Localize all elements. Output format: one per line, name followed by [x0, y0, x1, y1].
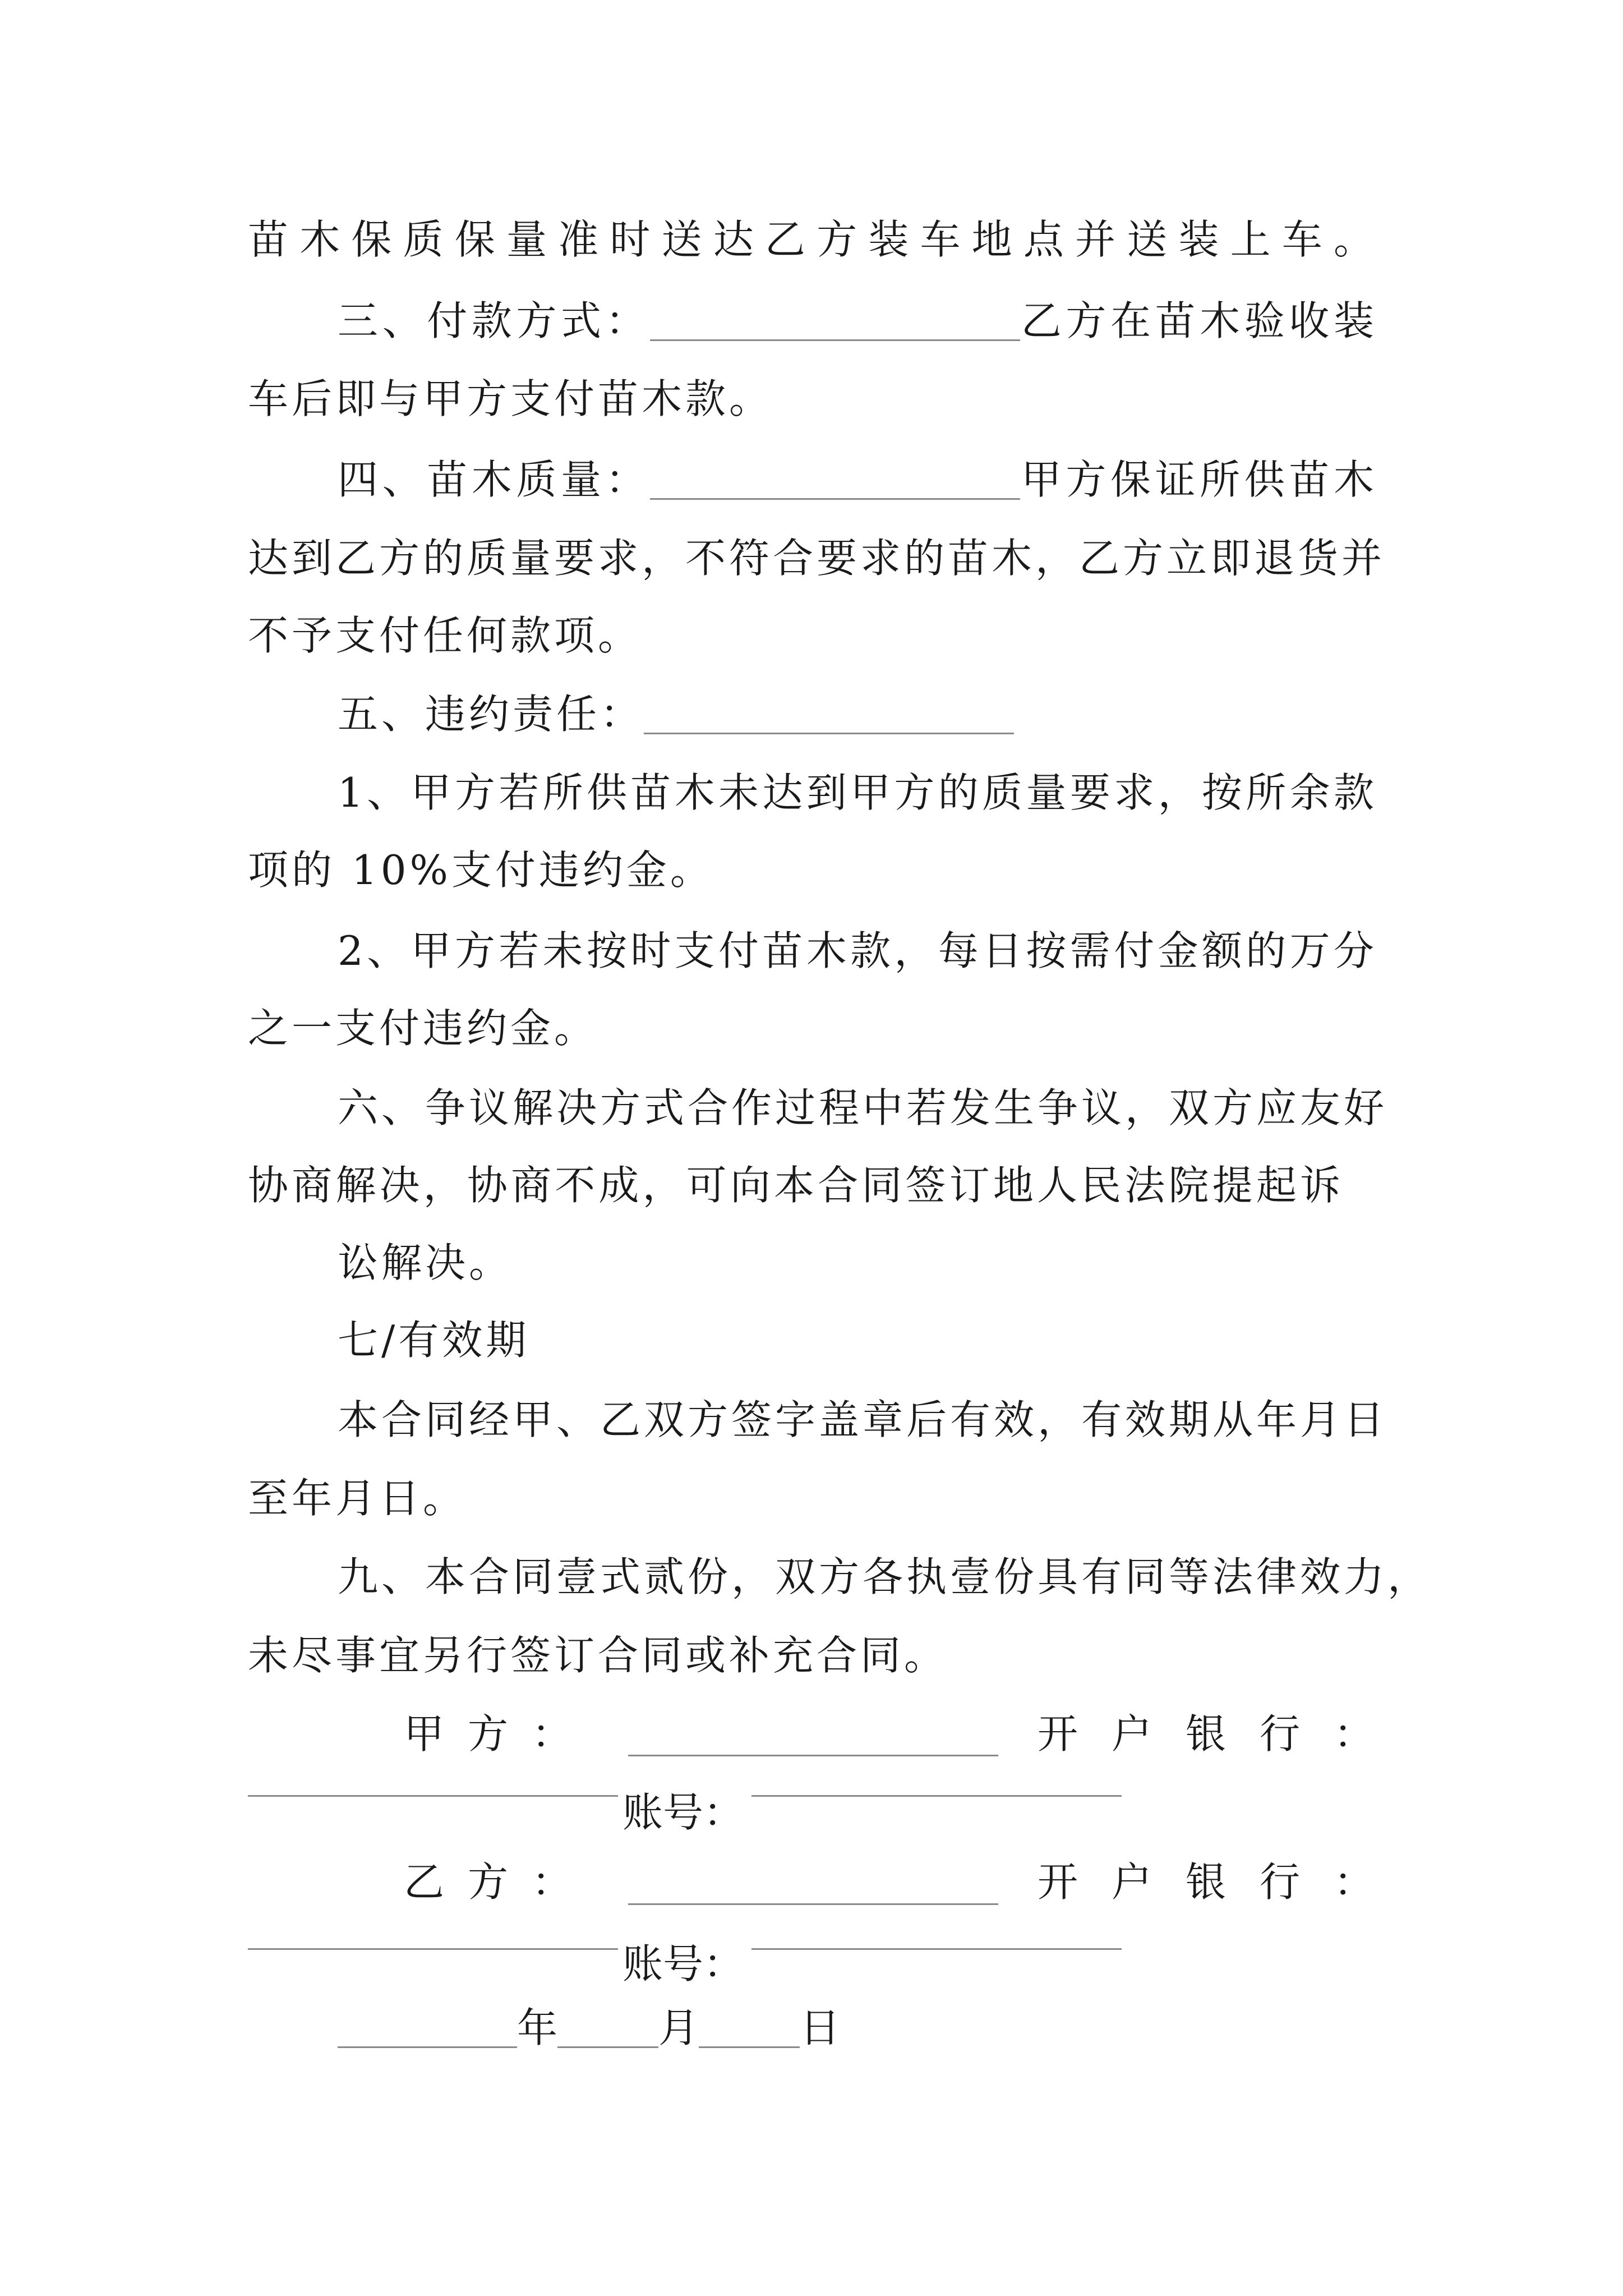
text-line: 之一支付违约金。	[248, 1005, 598, 1052]
quality-blank	[650, 449, 1020, 500]
payment-method-text: 乙方在苗木验收装	[1020, 297, 1377, 344]
party-a-bank-blank	[248, 1746, 618, 1797]
party-b-bank-label: 开 户 银 行 ：	[1038, 1858, 1374, 1906]
year-blank	[338, 1997, 517, 2048]
section-heading: 七/有效期	[338, 1317, 530, 1364]
party-a-bank-label: 开 户 银 行 ：	[1038, 1710, 1374, 1757]
party-a-account-blank	[751, 1746, 1122, 1797]
text-line: 2、甲方若未按时支付苗木款，每日按需付金额的万分	[338, 927, 1377, 974]
party-a-label: 甲 方 ：	[404, 1710, 572, 1757]
party-a-account-label: 账号：	[623, 1789, 744, 1836]
payment-method-blank	[650, 290, 1020, 341]
liability-label: 五、违约责任：	[338, 691, 644, 738]
party-b-account-blank	[751, 1899, 1122, 1950]
year-label: 年	[517, 2004, 558, 2051]
text-line: 协商解决，协商不成，可向本合同签订地人民法院提起诉	[248, 1162, 1344, 1209]
day-blank	[699, 1997, 800, 2048]
text-line: 讼解决。	[338, 1239, 513, 1286]
payment-method-label: 三、付款方式：	[338, 297, 651, 344]
text-line: 1、甲方若所供苗木未达到甲方的质量要求，按所余款	[338, 769, 1377, 816]
liability-blank	[644, 683, 1014, 734]
text-line: 未尽事宜另行签订合同或补充合同。	[248, 1632, 948, 1679]
party-b-label: 乙 方 ：	[404, 1858, 572, 1906]
text-line: 项的 10%支付违约金。	[248, 846, 714, 894]
party-b-account-label: 账号：	[623, 1940, 744, 1987]
text-line: 不予支付任何款项。	[248, 612, 642, 659]
text-line: 本合同经甲、乙双方签字盖章后有效，有效期从年月日	[338, 1396, 1388, 1443]
day-label: 日	[800, 2004, 841, 2051]
month-blank	[557, 1997, 658, 2048]
text-line: 达到乙方的质量要求，不符合要求的苗木，乙方立即退货并	[248, 535, 1386, 582]
text-line: 六、争议解决方式合作过程中若发生争议，双方应友好	[338, 1084, 1388, 1131]
text-line: 车后即与甲方支付苗木款。	[248, 375, 773, 422]
month-label: 月	[658, 2004, 699, 2051]
party-b-bank-blank	[248, 1899, 618, 1950]
text-line: 苗木保质保量准时送达乙方装车地点并送装上车。	[248, 216, 1377, 263]
payment-method-line	[248, 290, 1377, 352]
quality-line	[248, 449, 1377, 510]
party-b-name-blank	[628, 1854, 998, 1905]
date-row	[338, 1997, 840, 2059]
text-line: 九、本合同壹式贰份，双方各执壹份具有同等法律效力，	[338, 1553, 1432, 1600]
liability-line	[338, 683, 1014, 745]
quality-label: 四、苗木质量：	[338, 456, 651, 503]
text-line: 至年月日。	[248, 1475, 467, 1522]
quality-text: 甲方保证所供苗木	[1020, 456, 1377, 503]
